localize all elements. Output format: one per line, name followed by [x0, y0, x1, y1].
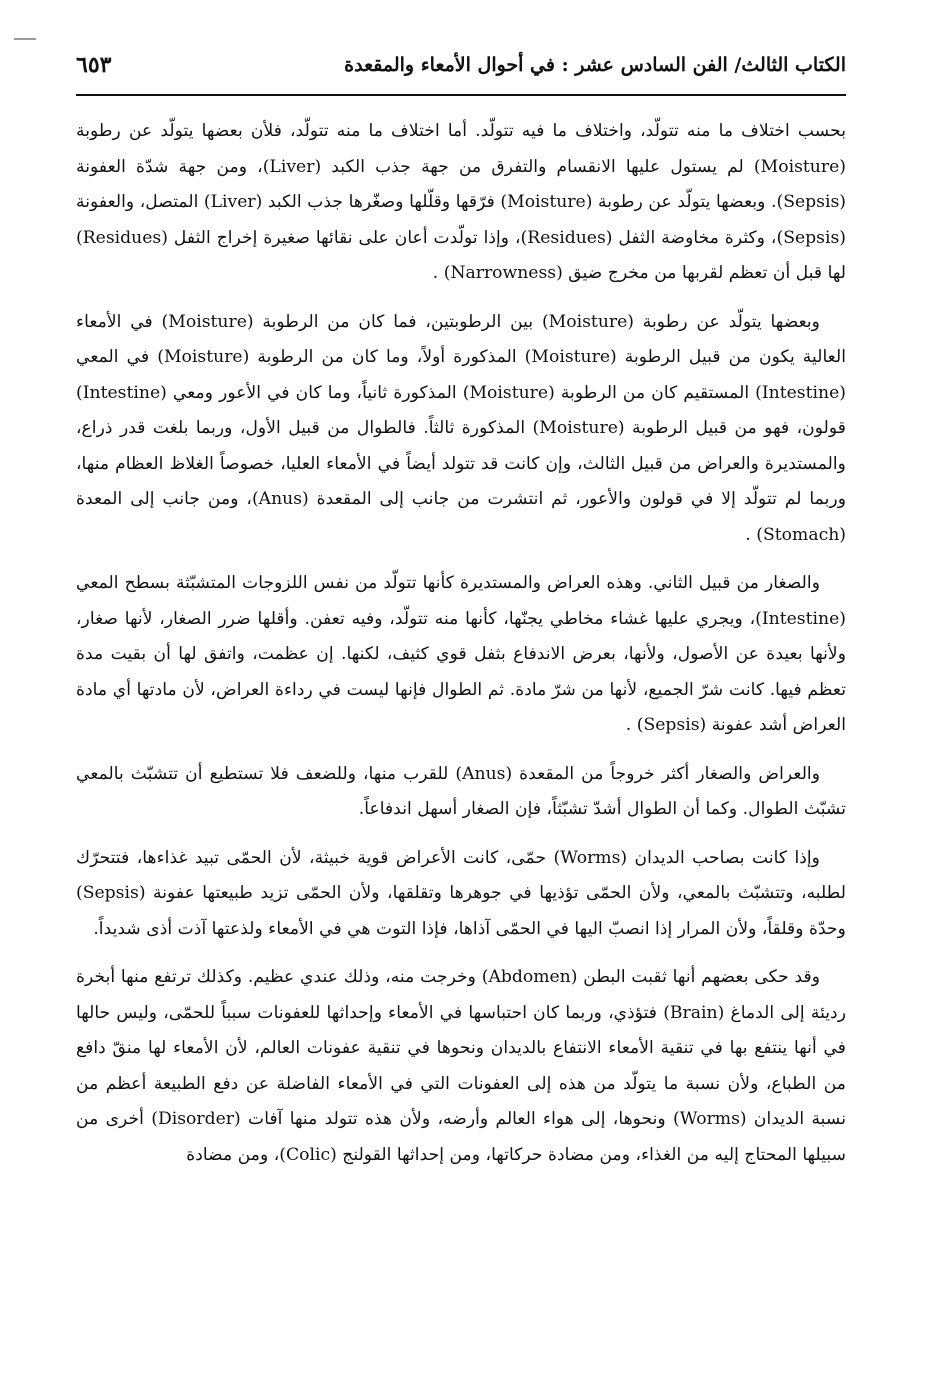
page-number: ٦٥٣: [76, 52, 112, 78]
paragraph-5: وإذا كانت بصاحب الديدان (Worms) حمّى، كانت الأعراض قوية خبيثة، لأن الحمّى تبيد غذاءها، فتتحرّك لطلبه، وتتشبّث بالمعي، ولأن الحمّى تؤذيها في جوهرها وتقلقها، ولأن الحمّى تزيد طبيعتها عفونة (Sepsis) وحدّة وقلقاً، ولأن المرار إذا انصبّ اليها في الحمّى آذاها، فإذا التوت هي في الأمعاء ولذعتها آذت أذى شديداً.: [76, 847, 846, 939]
paragraph-4: والعراض والصغار أكثر خروجاً من المقعدة (Anus) للقرب منها، وللضعف فلا تستطيع أن تتشبّث بالمعي تشبّث الطوال. وكما أن الطوال أشدّ تشبّثاً، فإن الصغار أسهل اندفاعاً.: [76, 763, 846, 819]
paragraph-1: بحسب اختلاف ما منه تتولّد، واختلاف ما فيه تتولّد. أما اختلاف ما منه تتولّد، فلأن بعضها يتولّد عن رطوبة (Moisture) لم يستول عليها الانقسام والتفرق من جهة جذب الكبد (Liver)، ومن جهة شدّة العفونة (Sepsis). وبعضها يتولّد عن رطوبة (Moisture) فرّقها وقلّلها وصغّرها جذب الكبد (Liver) المتصل، والعفونة (Sepsis)، وكثرة مخاوضة الثفل (Residues)، وإذا تولّدت أعان على نقائها صغيرة إخراج الثفل (Residues) لها قبل أن تعظم لقربها من مخرج ضيق (Narrowness) .: [76, 121, 846, 283]
paragraph-3: والصغار من قبيل الثاني. وهذه العراض والمستديرة كأنها تتولّد من نفس اللزوجات المتشبّثة بسطح المعي (Intestine)، ويجري عليها غشاء مخاطي يجنّها، كأنها منه تتولّد، وفيه تعفن. وأقلها ضرر الصغار، لأنها صغار، ولأنها بعيدة عن الأصول، ولأنها، بعرض الاندفاع بثفل قوي كثيف، لكنها. إن عظمت، واتفق لها أن بقيت مدة تعظم فيها. كانت شرّ الجميع، لأنها من شرّ مادة. ثم الطوال فإنها ليست في رداءة العراض، لأن مادتها أي مادة العراض أشد عفونة (Sepsis) .: [76, 573, 846, 735]
paragraph-6: وقد حكى بعضهم أنها ثقبت البطن (Abdomen) وخرجت منه، وذلك عندي عظيم. وكذلك ترتفع منها أبخرة رديئة إلى الدماغ (Brain) فتؤذي، وربما كان احتباسها في الأمعاء وإحداثها للعفونات سبباً للحمّى، وليس حالها في أنها ينتفع بها في تنقية الأمعاء الانتفاع بالديدان ونحوها في تنقية عفونات العالم، لأن الأمعاء لها منقّ دافع من الطباع، ولأن نسبة ما يتولّد من هذه إلى العفونات التي في الأمعاء الفاضلة عن دفع الطبيعة أعظم من نسبة الديدان (Worms) ونحوها، إلى هواء العالم وأرضه، ولأن هذه تتولد منها آفات (Disorder) أخرى من سبيلها المحتاج إليه من الغذاء، ومن مضادة حركاتها، ومن إحداثها القولنج (Colic)، ومن مضادة: [76, 967, 846, 1165]
paragraph-2: وبعضها يتولّد عن رطوبة (Moisture) بين الرطوبتين، فما كان من الرطوبة (Moisture) في الأمعاء العالية يكون من قبيل الرطوبة (Moisture) المذكورة أولاً، وما كان من الرطوبة (Moisture) في المعي (Intestine) المستقيم كان من الرطوبة (Moisture) المذكورة ثانياً، وما كان في الأعور ومعي (Intestine) قولون، فهو من قبيل الرطوبة (Moisture) المذكورة ثالثاً. فالطوال من قبيل الأول، وربما بلغت قدر ذراع، والمستديرة والعراض من قبيل الثالث، وإن كانت قد تتولد أيضاً في الأمعاء العليا، خصوصاً الغلاظ العظام منها، وربما لم تتولّد إلا في قولون والأعور، ثم انتشرت من جانب إلى المقعدة (Anus)، ومن جانب إلى المعدة (Stomach) .: [76, 311, 846, 545]
running-title: الكتاب الثالث/ الفن السادس عشر : في أحوال الأمعاء والمقعدة: [344, 54, 846, 76]
margin-mark: [14, 38, 36, 40]
body-text: [76, 114, 846, 1173]
header-rule: [76, 94, 846, 96]
page-header: [76, 48, 846, 98]
